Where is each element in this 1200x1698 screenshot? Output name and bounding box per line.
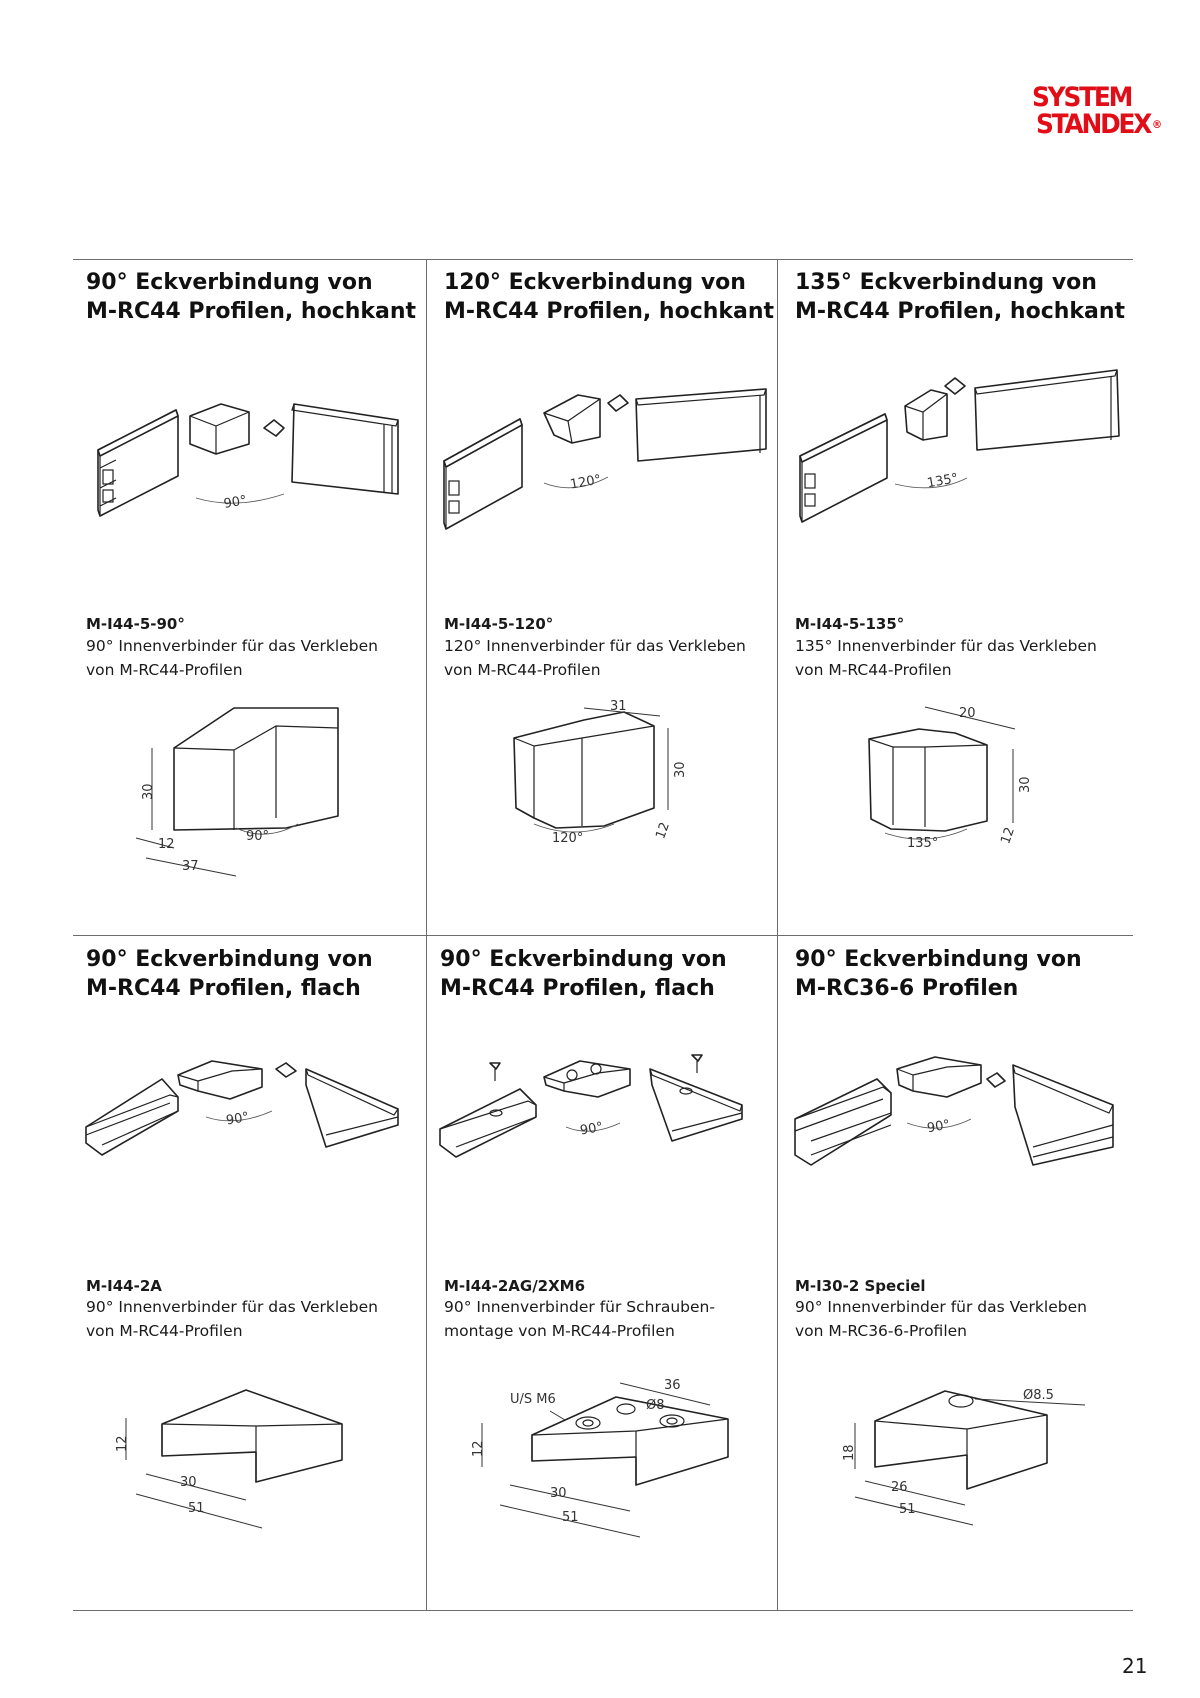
section-90-flach [86, 945, 416, 1605]
assembly-drawing [440, 1055, 770, 1165]
section-title-line-2: M-RC44 Profilen, flach [86, 976, 361, 1001]
section-135-hochkant [795, 268, 1130, 928]
section-title [795, 268, 1125, 326]
product-description [795, 634, 1097, 682]
section-title-line-2: M-RC44 Profilen, flach [440, 976, 715, 1001]
dim-length: 37 [182, 859, 199, 874]
product-description [86, 634, 378, 682]
description-line-1: 120° Innenverbinder für das Verkleben [444, 637, 746, 655]
system-standex-logo [1032, 82, 1163, 140]
connector-dimension-drawing [795, 1385, 1095, 1555]
section-90-hochkant [86, 268, 416, 928]
angle-label: 90° [578, 1119, 605, 1139]
logo-line-2 [1036, 109, 1163, 140]
product-code: M-I44-2A [86, 1277, 162, 1295]
description-line-2: von M-RC36-6-Profilen [795, 1322, 967, 1340]
section-90-rc36-6 [795, 945, 1130, 1605]
connector-dimension-drawing [106, 1390, 366, 1560]
section-title [444, 268, 774, 326]
divider-bottom [73, 1610, 1133, 1611]
dim-short: 30 [180, 1475, 197, 1490]
column-divider-2-top [777, 259, 778, 935]
dim-height: 18 [842, 1444, 857, 1461]
assembly-drawing [795, 1055, 1130, 1175]
dim-angle: 135° [907, 836, 939, 851]
connector-dimension-drawing [504, 698, 744, 878]
dim-width: 20 [959, 706, 976, 721]
dim-long: 51 [562, 1510, 579, 1525]
dim-angle: 120° [552, 831, 584, 846]
assembly-drawing [86, 1055, 416, 1165]
dim-height: 30 [1018, 776, 1033, 793]
description-line-2: von M-RC44-Profilen [795, 661, 952, 679]
section-title-line-1: 120° Eckverbindung von [444, 270, 746, 295]
product-code: M-I30-2 Speciel [795, 1277, 926, 1295]
assembly-drawing [795, 368, 1130, 528]
dim-width: 31 [610, 699, 627, 714]
section-title-line-1: 90° Eckverbindung von [86, 947, 373, 972]
dim-height: 30 [673, 761, 688, 778]
section-title [86, 268, 416, 326]
dim-long: 51 [899, 1502, 916, 1517]
assembly-drawing [86, 398, 416, 558]
dim-short: 26 [891, 1480, 908, 1495]
registered-mark: ® [1152, 118, 1163, 131]
angle-label: 120° [568, 472, 603, 493]
dim-depth: 12 [158, 837, 175, 852]
section-title [795, 945, 1082, 1003]
dim-depth: 12 [653, 820, 674, 842]
divider-top [73, 259, 1133, 260]
description-line-2: von M-RC44-Profilen [86, 1322, 243, 1340]
product-code: M-I44-5-135° [795, 615, 905, 633]
product-description [86, 1295, 378, 1343]
page-number: 21 [1122, 1654, 1148, 1678]
connector-dimension-drawing [855, 703, 1095, 873]
angle-label: 135° [925, 471, 960, 492]
section-title [440, 945, 727, 1003]
description-line-1: 90° Innenverbinder für Schrauben- [444, 1298, 715, 1316]
section-title-line-1: 90° Eckverbindung von [86, 270, 373, 295]
assembly-drawing [444, 383, 769, 543]
connector-dimension-drawing [440, 1375, 740, 1555]
dim-angle: 90° [246, 829, 270, 844]
description-line-1: 90° Innenverbinder für das Verkleben [795, 1298, 1087, 1316]
angle-label: 90° [222, 493, 248, 512]
logo-line-1: SYSTEM [1032, 82, 1132, 113]
dim-hole-diameter: Ø8 [646, 1398, 665, 1413]
product-description [795, 1295, 1087, 1343]
description-line-2: von M-RC44-Profilen [86, 661, 243, 679]
dim-long: 51 [188, 1501, 205, 1516]
description-line-1: 135° Innenverbinder für das Verkleben [795, 637, 1097, 655]
section-title-line-1: 90° Eckverbindung von [440, 947, 727, 972]
section-title-line-2: M-RC44 Profilen, hochkant [795, 299, 1126, 324]
dim-hole-diameter: Ø8.5 [1023, 1388, 1054, 1403]
connector-dimension-drawing [126, 698, 366, 888]
section-title-line-1: 135° Eckverbindung von [795, 270, 1097, 295]
dim-distance: 36 [664, 1378, 681, 1393]
description-line-1: 90° Innenverbinder für das Verkleben [86, 637, 378, 655]
section-title [86, 945, 373, 1003]
column-divider-1-bottom [426, 935, 427, 1610]
section-title-line-2: M-RC36-6 Profilen [795, 976, 1019, 1001]
section-title-line-2: M-RC44 Profilen, hochkant [86, 299, 417, 324]
product-code: M-I44-5-90° [86, 615, 185, 633]
dim-height: 12 [115, 1435, 130, 1452]
column-divider-2-bottom [777, 935, 778, 1610]
description-line-2: von M-RC44-Profilen [444, 661, 601, 679]
section-title-line-2: M-RC44 Profilen, hochkant [444, 299, 775, 324]
product-description [444, 634, 746, 682]
logo-line-2-text: STANDEX [1036, 109, 1151, 140]
dim-height: 30 [141, 783, 156, 800]
description-line-1: 90° Innenverbinder für das Verkleben [86, 1298, 378, 1316]
thread-label: U/S M6 [510, 1392, 556, 1407]
description-line-2: montage von M-RC44-Profilen [444, 1322, 675, 1340]
divider-middle [73, 935, 1133, 936]
dim-depth: 12 [998, 825, 1019, 847]
section-90-flach-schrauben [440, 945, 770, 1605]
angle-label: 90° [224, 1109, 251, 1129]
product-code: M-I44-2AG/2XM6 [444, 1277, 586, 1295]
column-divider-1-top [426, 259, 427, 935]
dim-height: 12 [471, 1440, 486, 1457]
product-code: M-I44-5-120° [444, 615, 554, 633]
angle-label: 90° [925, 1117, 952, 1137]
section-120-hochkant [444, 268, 775, 928]
section-title-line-1: 90° Eckverbindung von [795, 947, 1082, 972]
product-description [444, 1295, 715, 1343]
dim-short: 30 [550, 1486, 567, 1501]
